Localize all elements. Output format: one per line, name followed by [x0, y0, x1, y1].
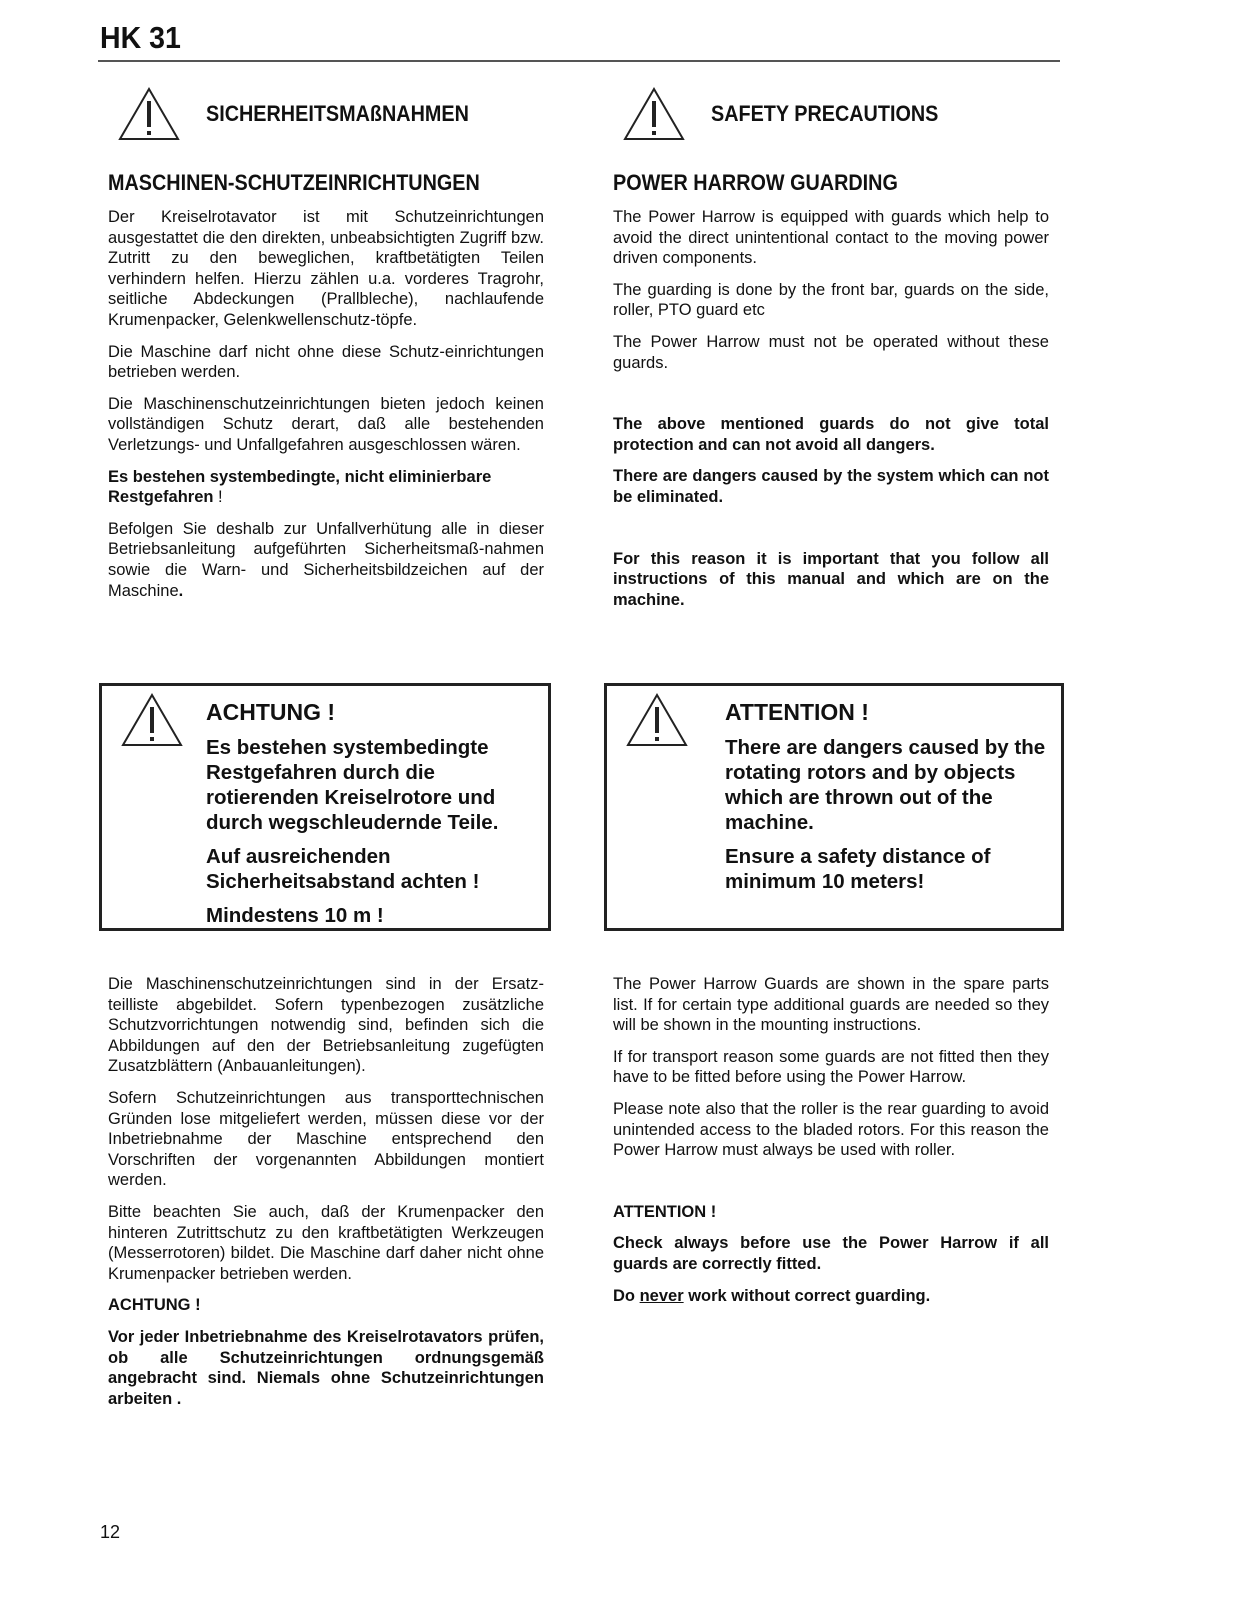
box-paragraph: Auf ausreichenden Sicherheitsabstand achten !: [206, 845, 480, 893]
header-rule: [98, 60, 1060, 62]
box-title: ATTENTION !: [725, 699, 869, 725]
column-en-upper: [613, 207, 1049, 621]
paragraph: Die Maschine darf nicht ohne diese Schutz-einrichtungen betrieben werden.: [108, 342, 544, 382]
paragraph: Die Maschinenschutzeinrichtungen sind in der Ersatz-teilliste abgebildet. Sofern typenbezogen zusätzliche Schutzvorrichtungen notwendig sind, befinden sich die Abbildungen auf den der Betriebsanleitung zugefügten Zusatzblättern (Anbauanleitungen).: [108, 975, 544, 1076]
text: Do: [613, 1286, 640, 1305]
paragraph: [108, 467, 544, 508]
sub-title-de: MASCHINEN-SCHUTZEINRICHTUNGEN: [108, 170, 480, 195]
text: Befolgen Sie deshalb zur Unfallverhütung alle in dieser Betriebsanleitung aufgeführten Sicherheitsmaß-nahmen sowie die Warn- und Sicherheitsbildzeichen auf der Maschine: [108, 519, 544, 600]
paragraph: The Power Harrow must not be operated without these guards.: [613, 332, 1049, 372]
text: .: [178, 581, 184, 600]
underlined-text: never: [639, 1286, 684, 1305]
box-paragraph: Es bestehen systembedingte Restgefahren durch die rotierenden Kreiselrotore und durch wegschleudernde Teile.: [206, 736, 499, 834]
warning-box-de: [99, 683, 551, 931]
page-number: 12: [100, 1522, 121, 1542]
box-paragraph: There are dangers caused by the rotating rotors and by objects which are thrown out of the machine.: [725, 736, 1046, 834]
paragraph: The guarding is done by the front bar, guards on the side, roller, PTO guard etc: [613, 280, 1049, 320]
paragraph: Check always before use the Power Harrow if all guards are correctly fitted.: [613, 1234, 1049, 1273]
paragraph: Sofern Schutzeinrichtungen aus transporttechnischen Gründen lose mitgeliefert werden, müssen diese vor der Inbetriebnahme der Maschine entsprechend den Vorschriften der vorgenannten Abbildungen montiert werden.: [108, 1088, 544, 1190]
paragraph: Der Kreiselrotavator ist mit Schutzeinrichtungen ausgestattet die den direkten, unbeabsichtigten Zugriff bzw. Zutritt zu den beweglichen, kraftbetätigten Teilen verhindern helfen. Hierzu zählen u.a. vorderes Tragrohr, seitliche Abdeckungen (Prallbleche), nachlaufende Krumenpacker, Gelenkwellenschutz-töpfe.: [108, 208, 544, 329]
warning-box-en: [604, 683, 1064, 931]
paragraph: [108, 519, 544, 601]
paragraph: There are dangers caused by the system which can not be eliminated.: [613, 467, 1049, 506]
paragraph: The Power Harrow Guards are shown in the spare parts list. If for certain type additional guards are needed so they will be shown in the mounting instructions.: [613, 975, 1049, 1035]
paragraph: For this reason it is important that you follow all instructions of this manual and which are on the machine.: [613, 549, 1049, 609]
paragraph: Vor jeder Inbetriebnahme des Kreiselrotavators prüfen, ob alle Schutzeinrichtungen ordnungsgemäß angebracht sind. Niemals ohne Schutzeinrichtungen arbeiten .: [108, 1327, 544, 1408]
paragraph: Please note also that the roller is the rear guarding to avoid unintended access to the bladed rotors. For this reason the Power Harrow must always be used with roller.: [613, 1099, 1049, 1160]
paragraph: Die Maschinenschutzeinrichtungen bieten jedoch keinen vollständigen Schutz derart, daß alle bestehenden Verletzungs- und Unfallgefahren ausgeschlossen wären.: [108, 394, 544, 454]
warning-triangle-icon: [625, 692, 689, 748]
paragraph: The Power Harrow is equipped with guards which help to avoid the direct unintentional contact to the moving power driven components.: [613, 208, 1049, 268]
section-title-en: SAFETY PRECAUTIONS: [711, 101, 939, 126]
paragraph: ATTENTION !: [613, 1202, 717, 1221]
column-de-lower: [108, 974, 544, 1420]
paragraph: [613, 1286, 1049, 1307]
box-paragraph: Ensure a safety distance of minimum 10 meters!: [725, 845, 991, 893]
warning-triangle-icon: [622, 86, 686, 142]
text: !: [213, 488, 223, 507]
warning-triangle-icon: [117, 86, 181, 142]
warning-triangle-icon: [120, 692, 184, 748]
box-paragraph: Mindestens 10 m !: [206, 904, 384, 927]
section-title-de: SICHERHEITSMAßNAHMEN: [206, 101, 469, 126]
sub-title-en: POWER HARROW GUARDING: [613, 170, 898, 195]
box-body: [725, 735, 1060, 903]
bold-text: Es bestehen systembedingte, nicht eliminierbare Restgefahren: [108, 467, 492, 507]
column-en-lower: [613, 974, 1049, 1317]
paragraph: Bitte beachten Sie auch, daß der Krumenpacker den hinteren Zutrittschutz zu den kraftbetätigten Werkzeugen (Messerrotoren) bildet. Die Maschine darf daher nicht ohne Krumenpacker betrieben werden.: [108, 1202, 544, 1283]
paragraph: The above mentioned guards do not give total protection and can not avoid all dangers.: [613, 415, 1049, 454]
text: work without correct guarding.: [683, 1286, 931, 1305]
box-title: ACHTUNG !: [206, 699, 336, 725]
paragraph: ACHTUNG !: [108, 1296, 201, 1315]
box-body: [206, 735, 536, 937]
document-title: HK 31: [100, 20, 181, 55]
paragraph: If for transport reason some guards are not fitted then they have to be fitted before using the Power Harrow.: [613, 1047, 1049, 1087]
column-de-upper: [108, 207, 544, 612]
